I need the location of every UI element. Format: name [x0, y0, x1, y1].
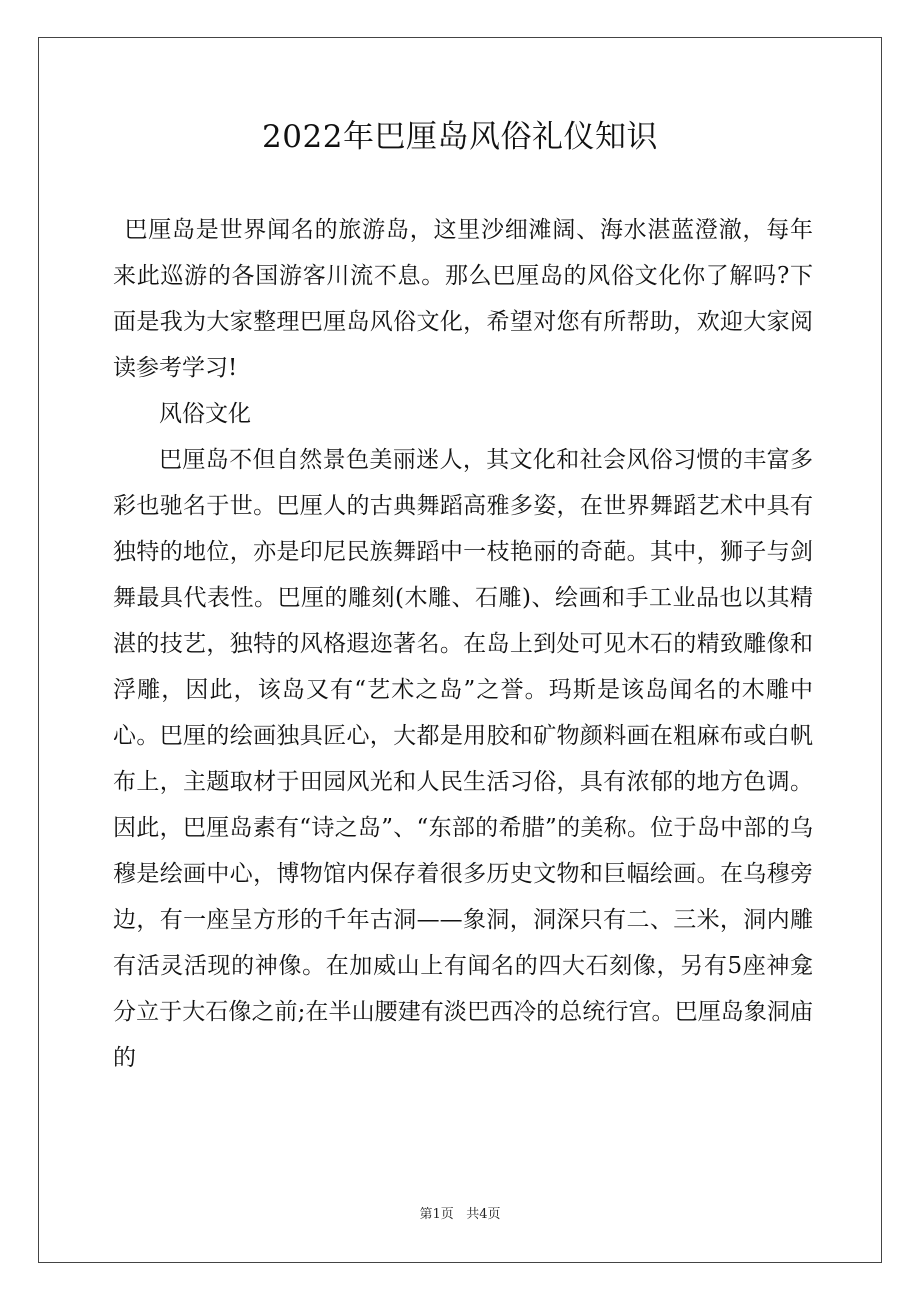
intro-paragraph: 巴厘岛是世界闻名的旅游岛，这里沙细滩阔、海水湛蓝澄澈，每年来此巡游的各国游客川流不息。那么巴厘岛的风俗文化你了解吗?下面是我为大家整理巴厘岛风俗文化，希望对您有所帮助，欢迎大家阅读参考学习! — [113, 217, 813, 381]
page-total: 共4页 — [466, 1207, 501, 1222]
document-body — [113, 207, 813, 1081]
section-paragraph: 巴厘岛不但自然景色美丽迷人，其文化和社会风俗习惯的丰富多彩也驰名于世。巴厘人的古典舞蹈高雅多姿，在世界舞蹈艺术中具有独特的地位，亦是印尼民族舞蹈中一枝艳丽的奇葩。其中，狮子与剑舞最具代表性。巴厘的雕刻(木雕、石雕)、绘画和手工业品也以其精湛的技艺，独特的风格遐迩著名。在岛上到处可见木石的精致雕像和浮雕，因此，该岛又有“艺术之岛”之誉。玛斯是该岛闻名的木雕中心。巴厘的绘画独具匠心，大都是用胶和矿物颜料画在粗麻布或白帆布上，主题取材于田园风光和人民生活习俗，具有浓郁的地方色调。因此，巴厘岛素有“诗之岛”、“东部的希腊”的美称。位于岛中部的乌穆是绘画中心，博物馆内保存着很多历史文物和巨幅绘画。在乌穆旁边，有一座呈方形的千年古洞——象洞，洞深只有二、三米，洞内雕有活灵活现的神像。在加威山上有闻名的四大石刻像，另有5座神龛分立于大石像之前;在半山腰建有淡巴西冷的总统行宫。巴厘岛象洞庙的 — [113, 447, 813, 1071]
document-title: 2022年巴厘岛风俗礼仪知识 — [262, 119, 658, 155]
page-number: 第1页 — [419, 1207, 454, 1222]
page-footer — [0, 1206, 920, 1224]
section-heading: 风俗文化 — [159, 401, 251, 427]
